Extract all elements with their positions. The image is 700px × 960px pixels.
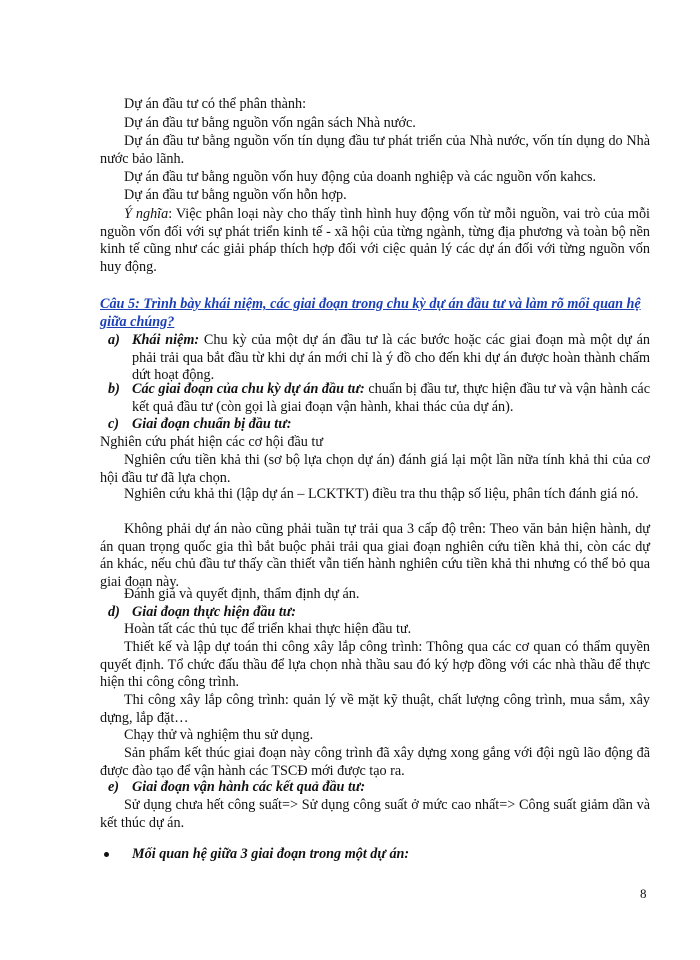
y-nghia-paragraph: [100, 206, 650, 276]
section-e: [108, 779, 650, 797]
section-e-label: Giai đoạn vận hành các kết quả đầu tư:: [132, 779, 366, 795]
section-a: [108, 332, 651, 385]
c-para-2: Nghiên cứu tiền khả thi (sơ bộ lựa chọn dự án) đánh giá lại một lần nữa tính khả thi của cơ hội đầu tư đã lựa chọn.: [100, 452, 650, 486]
d-para-3: Thi công xây lắp công trình: quản lý về mặt kỹ thuật, chất lượng công trình, mua sắm, xây dựng, lắp đặt…: [100, 692, 650, 726]
section-a-text: Chu kỳ của một dự án đầu tư là các bước hoặc các giai đoạn mà một dự án phải trải qua bắt đầu từ khi dự án mới chỉ là ý đồ cho đến khi dự án được hoàn thành chấm dứt hoạt động.: [132, 332, 651, 384]
section-d-label: Giai đoạn thực hiện đầu tư:: [132, 604, 297, 620]
intro-line-1: Dự án đầu tư có thể phân thành:: [124, 96, 307, 112]
c-para-4: Không phải dự án nào cũng phải tuần tự trải qua 3 cấp độ trên: Theo văn bản hiện hành, dự án quan trọng quốc gia thì bắt buộc phải trải qua giai đoạn nghiên cứu tiền khả thi, còn các dự án khác, nếu chủ đầu tư thấy cần thiết vẫn tiến hành nghiên cứu tiền khả thi nhưng có thể bỏ qua giai đoạn này.: [100, 521, 650, 590]
d-para-4: Chạy thử và nghiệm thu sử dụng.: [124, 727, 314, 743]
d-para-2: Thiết kế và lập dự toán thi công xây lắp công trình: Thông qua các cơ quan có thẩm quyền quyết định. Tổ chức đấu thầu để lựa chọn nhà thầu sau đó ký hợp đồng với các nhà thầu để thực hiện thi công công trình.: [100, 639, 650, 691]
section-d-marker: d): [108, 604, 120, 620]
section-e-marker: e): [108, 779, 120, 795]
relationship-bullet: [132, 846, 650, 864]
y-nghia-label: Ý nghĩa: [124, 206, 169, 222]
d-para-1: Hoàn tất các thủ tục để triển khai thực hiện đầu tư.: [124, 621, 412, 637]
intro-line-3: Dự án đầu tư bằng nguồn vốn tín dụng đầu tư phát triển của Nhà nước, vốn tín dụng do Nhà nước bảo lãnh.: [100, 133, 650, 167]
bullet-icon: [104, 852, 109, 857]
intro-line-5: Dự án đầu tư bằng nguồn vốn hỗn hợp.: [124, 187, 347, 203]
intro-line-2: Dự án đầu tư bằng nguồn vốn ngân sách Nhà nước.: [124, 115, 416, 131]
c-para-3: Nghiên cứu khả thi (lập dự án – LCKTKT) điều tra thu thập số liệu, phân tích đánh giá nó.: [124, 486, 639, 502]
e-para-1: Sử dụng chưa hết công suất=> Sử dụng công suất ở mức cao nhất=> Công suất giảm dần và kết thúc dự án.: [100, 797, 650, 831]
intro-line-4: Dự án đầu tư bằng nguồn vốn huy động của doanh nghiệp và các nguồn vốn kahcs.: [124, 169, 597, 185]
section-b-text: chuẩn bị đầu tư, thực hiện đầu tư và vận hành các kết quả đầu tư (còn gọi là giai đoạn vận hành, khai thác của dự án).: [132, 381, 651, 415]
section-c-marker: c): [108, 416, 120, 432]
relationship-label: Mối quan hệ giữa 3 giai đoạn trong một dự án:: [132, 846, 410, 862]
section-a-marker: a): [108, 332, 120, 348]
section-b: [108, 381, 651, 416]
c-para-1: Nghiên cứu phát hiện các cơ hội đầu tư: [100, 434, 324, 450]
page-number: 8: [640, 886, 647, 901]
c-para-5: Đánh giá và quyết định, thẩm định dự án.: [124, 586, 360, 602]
section-c: [108, 416, 650, 434]
section-b-label: Các giai đoạn của chu kỳ dự án đầu tư:: [132, 381, 365, 397]
section-a-label: Khái niệm:: [132, 332, 200, 348]
question-heading: Câu 5: Trình bày khái niệm, các giai đoạn trong chu kỳ dự án đầu tư và làm rõ mối quan hệ giữa chúng?: [100, 296, 641, 330]
section-c-label: Giai đoạn chuẩn bị đầu tư:: [132, 416, 292, 432]
section-d: [108, 604, 650, 622]
d-para-5: Sản phẩm kết thúc giai đoạn này công trình đã xây dựng xong gắng với đội ngũ lão động đã được đào tạo để vận hành các TSCĐ mới được tạo ra.: [100, 745, 650, 779]
y-nghia-text: : Việc phân loại này cho thấy tình hình huy động vốn từ mỗi nguồn, vai trò của mỗi nguồn vốn đối với sự phát triển kinh tế - xã hội của từng ngành, từng địa phương và toàn bộ nền kinh tế cũng như các giải pháp thích hợp đối với ciệc quản lý các dự án đối với từng nguồn vốn huy động.: [100, 206, 650, 275]
section-b-marker: b): [108, 381, 120, 397]
